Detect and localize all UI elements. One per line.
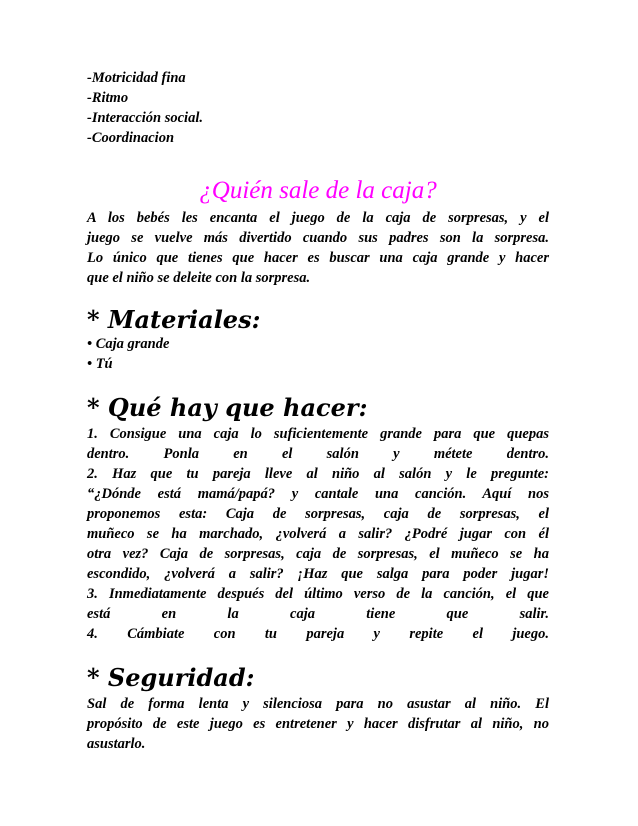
safety-heading: * Seguridad: bbox=[87, 663, 255, 692]
document-title: ¿Quién sale de la caja? bbox=[199, 177, 437, 204]
step-line: 2. Haz que tu pareja lleve al niño al salón y le pregunte: bbox=[87, 466, 549, 482]
step-line: proponemos esta: Caja de sorpresas, caja de sorpresas, el bbox=[87, 506, 549, 522]
step-line: está en la caja tiene que salir. bbox=[87, 606, 549, 622]
paragraph-line: A los bebés les encanta el juego de la caja de sorpresas, y el bbox=[87, 210, 549, 226]
intro-item: -Motricidad fina bbox=[87, 70, 186, 86]
step-line: otra vez? Caja de sorpresas, caja de sorpresas, el muñeco se ha bbox=[87, 546, 549, 562]
step-line: 1. Consigue una caja lo suficientemente grande para que quepas bbox=[87, 426, 549, 442]
step-line: “¿Dónde está mamá/papá? y cantale una canción. Aquí nos bbox=[87, 486, 549, 502]
step-line: muñeco se ha marchado, ¿volverá a salir? ¿Podré jugar con él bbox=[87, 526, 549, 542]
paragraph-line: juego se vuelve más divertido cuando sus padres son la sorpresa. bbox=[87, 230, 549, 246]
safety-line: asustarlo. bbox=[87, 736, 146, 752]
step-line: escondido, ¿volverá a salir? ¡Haz que salga para poder jugar! bbox=[87, 566, 549, 582]
intro-list bbox=[87, 68, 549, 148]
step-line: dentro. Ponla en el salón y métete dentro. bbox=[87, 446, 549, 462]
steps-paragraph bbox=[87, 424, 549, 644]
intro-item: -Interacción social. bbox=[87, 110, 203, 126]
safety-line: Sal de forma lenta y silenciosa para no asustar al niño. El bbox=[87, 696, 549, 712]
paragraph-line: que el niño se deleite con la sorpresa. bbox=[87, 270, 311, 286]
document-page bbox=[87, 68, 549, 754]
safety-paragraph bbox=[87, 694, 549, 754]
step-line: 3. Inmediatamente después del último verso de la canción, el que bbox=[87, 586, 549, 602]
paragraph-line: Lo único que tienes que hacer es buscar una caja grande y hacer bbox=[87, 250, 549, 266]
intro-paragraph bbox=[87, 208, 549, 288]
intro-item: -Ritmo bbox=[87, 90, 129, 106]
materials-heading: * Materiales: bbox=[87, 305, 261, 334]
materials-item: • Tú bbox=[87, 356, 113, 372]
step-line: 4. Cámbiate con tu pareja y repite el juego. bbox=[87, 626, 549, 642]
steps-heading: * Qué hay que hacer: bbox=[87, 393, 368, 422]
materials-item: • Caja grande bbox=[87, 336, 170, 352]
safety-line: propósito de este juego es entretener y hacer disfrutar al niño, no bbox=[87, 716, 549, 732]
intro-item: -Coordinacion bbox=[87, 130, 175, 146]
